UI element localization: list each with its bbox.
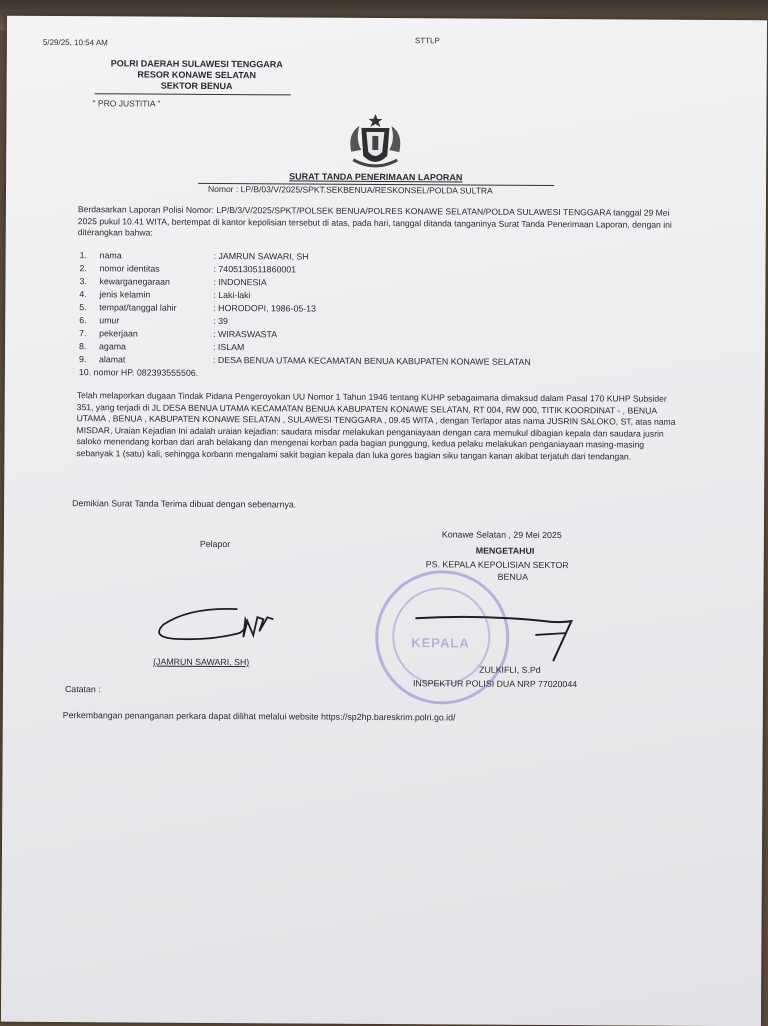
chief-name: ZULKIFLI, S.Pd	[479, 664, 541, 675]
place-date: Konawe Selatan , 29 Mei 2025	[441, 529, 562, 541]
field-value: : INDONESIA	[213, 276, 267, 288]
reporter-name: (JAMRUN SAWARI, SH)	[153, 656, 250, 668]
notes-text: Perkembangan penanganan perkara dapat dilihat melalui website https://sp2hp.bareskrim.polri.go.id/	[62, 710, 456, 723]
org-line-2: RESOR KONAWE SELATAN	[137, 69, 257, 81]
org-line-3: SEKTOR BENUA	[160, 80, 233, 92]
field-value: : 39	[213, 315, 228, 327]
field-label: kewarganegaraan	[99, 276, 170, 287]
document-page	[1, 16, 767, 1026]
document-title: SURAT TANDA PENERIMAAN LAPORAN	[289, 171, 463, 183]
field-number: 5.	[79, 302, 87, 313]
closing-statement: Demikian Surat Tanda Terima dibuat dengan sebenarnya.	[72, 498, 297, 510]
field-label: agama	[99, 341, 126, 352]
field-label: nama	[99, 250, 122, 261]
field-label: jenis kelamin	[99, 289, 151, 300]
chief-role-line-1: PS. KEPALA KEPOLISIAN SEKTOR	[425, 559, 569, 571]
field-label: nomor identitas	[99, 263, 160, 274]
report-paragraph: Telah melaporkan dugaan Tindak Pidana Pengeroyokan UU Nomor 1 Tahun 1946 tentang KUHP sebagaimana dimaksud dalam Pasal 170 KUHP Subsider 351, yang terjadi di JL DESA BENUA UTAMA KECAMATAN BENUA KABUPATEN KONAWE SELATAN, RT 004, RW 000, TITIK KOORDINAT - , BENUA UTAMA , BENUA , KABUPATEN KONAWE SELATAN , SULAWESI TENGGARA , 09.45 WITA , dengan Terlapor atas nama JUSRIN SALOKO, ST, atas nama MISDAR, Uraian Kejadian Ini adalah uraian kejadian: saudara misdar melakukan penganiayaan dengan cara memukul dibagian kepala dan saudara jusrin saloko menendang korban dari arah belakang dan mengenai korban pada bagian punggung, kedua pelaku melakukan penganiayaan masing-masing sebanyak 1 (satu) kali, sehingga korbann mengalami sakit bagian kepala dan luka gores bagian siku tangan kanan akibat terjatuh dari tendangan.	[76, 390, 676, 462]
acknowledge-label: MENGETAHUI	[475, 545, 535, 556]
field-value: : 7405130511860001	[213, 263, 297, 275]
field-number: 4.	[79, 289, 87, 300]
field-label: tempat/tanggal lahir	[99, 302, 177, 313]
field-value: : WIRASWASTA	[213, 328, 278, 340]
field-value: : HORODOPI, 1986-05-13	[213, 302, 316, 314]
reporter-signature-icon	[149, 597, 299, 658]
notes-label: Catatan :	[64, 684, 101, 695]
field-number: 1.	[79, 250, 87, 261]
intro-paragraph: Berdasarkan Laporan Polisi Nomor: LP/B/3/V/2025/SPKT/POLSEK BENUA/POLRES KONAWE SELATAN/POLDA SULAWESI TENGGARA tanggal 29 Mei 2025 pukul 10.41 WITA, bertempat di kantor kepolisian tersebut di atas, pada hari, tanggal ditanda tanganinya Surat Tanda Penerimaan Laporan, dengan ini diterangkan bahwa:	[77, 204, 672, 238]
field-number: 6.	[79, 315, 87, 326]
org-underline	[95, 93, 291, 95]
field-number: 3.	[79, 276, 87, 287]
print-datetime: 5/29/25, 10:54 AM	[42, 37, 108, 48]
field-number: 2.	[79, 263, 87, 274]
field-number: 9.	[78, 354, 87, 365]
field-number: 7.	[79, 328, 87, 339]
field-label: umur	[99, 315, 120, 326]
document-number: Nomor : LP/B/03/V/2025/SPKT.SEKBENUA/RESKONSEL/POLDA SULTRA	[207, 183, 493, 196]
pro-justitia: " PRO JUSTITIA "	[92, 98, 161, 109]
police-emblem-icon	[339, 112, 411, 174]
field-value: : Laki-laki	[213, 289, 251, 301]
stamp-text: KEPALA	[411, 635, 470, 651]
field-value: : DESA BENUA UTAMA KECAMATAN BENUA KABUPATEN KONAWE SELATAN	[212, 354, 531, 367]
field-label: alamat	[98, 354, 126, 365]
field-value: : ISLAM	[213, 341, 245, 353]
phone-line: 10. nomor HP. 082393555506.	[78, 367, 199, 378]
field-number: 8.	[79, 341, 87, 352]
reporter-role: Pelapor	[199, 538, 231, 550]
org-line-1: POLRI DAERAH SULAWESI TENGGARA	[110, 58, 283, 70]
chief-role-line-2: BENUA	[497, 571, 529, 582]
field-value: : JAMRUN SAWARI, SH	[213, 250, 309, 262]
field-label: pekerjaan	[99, 328, 138, 339]
chief-signature-icon	[411, 598, 591, 669]
form-code: STTLP	[414, 36, 440, 46]
chief-rank: INSPEKTUR POLISI DUA NRP 77020044	[412, 678, 578, 690]
